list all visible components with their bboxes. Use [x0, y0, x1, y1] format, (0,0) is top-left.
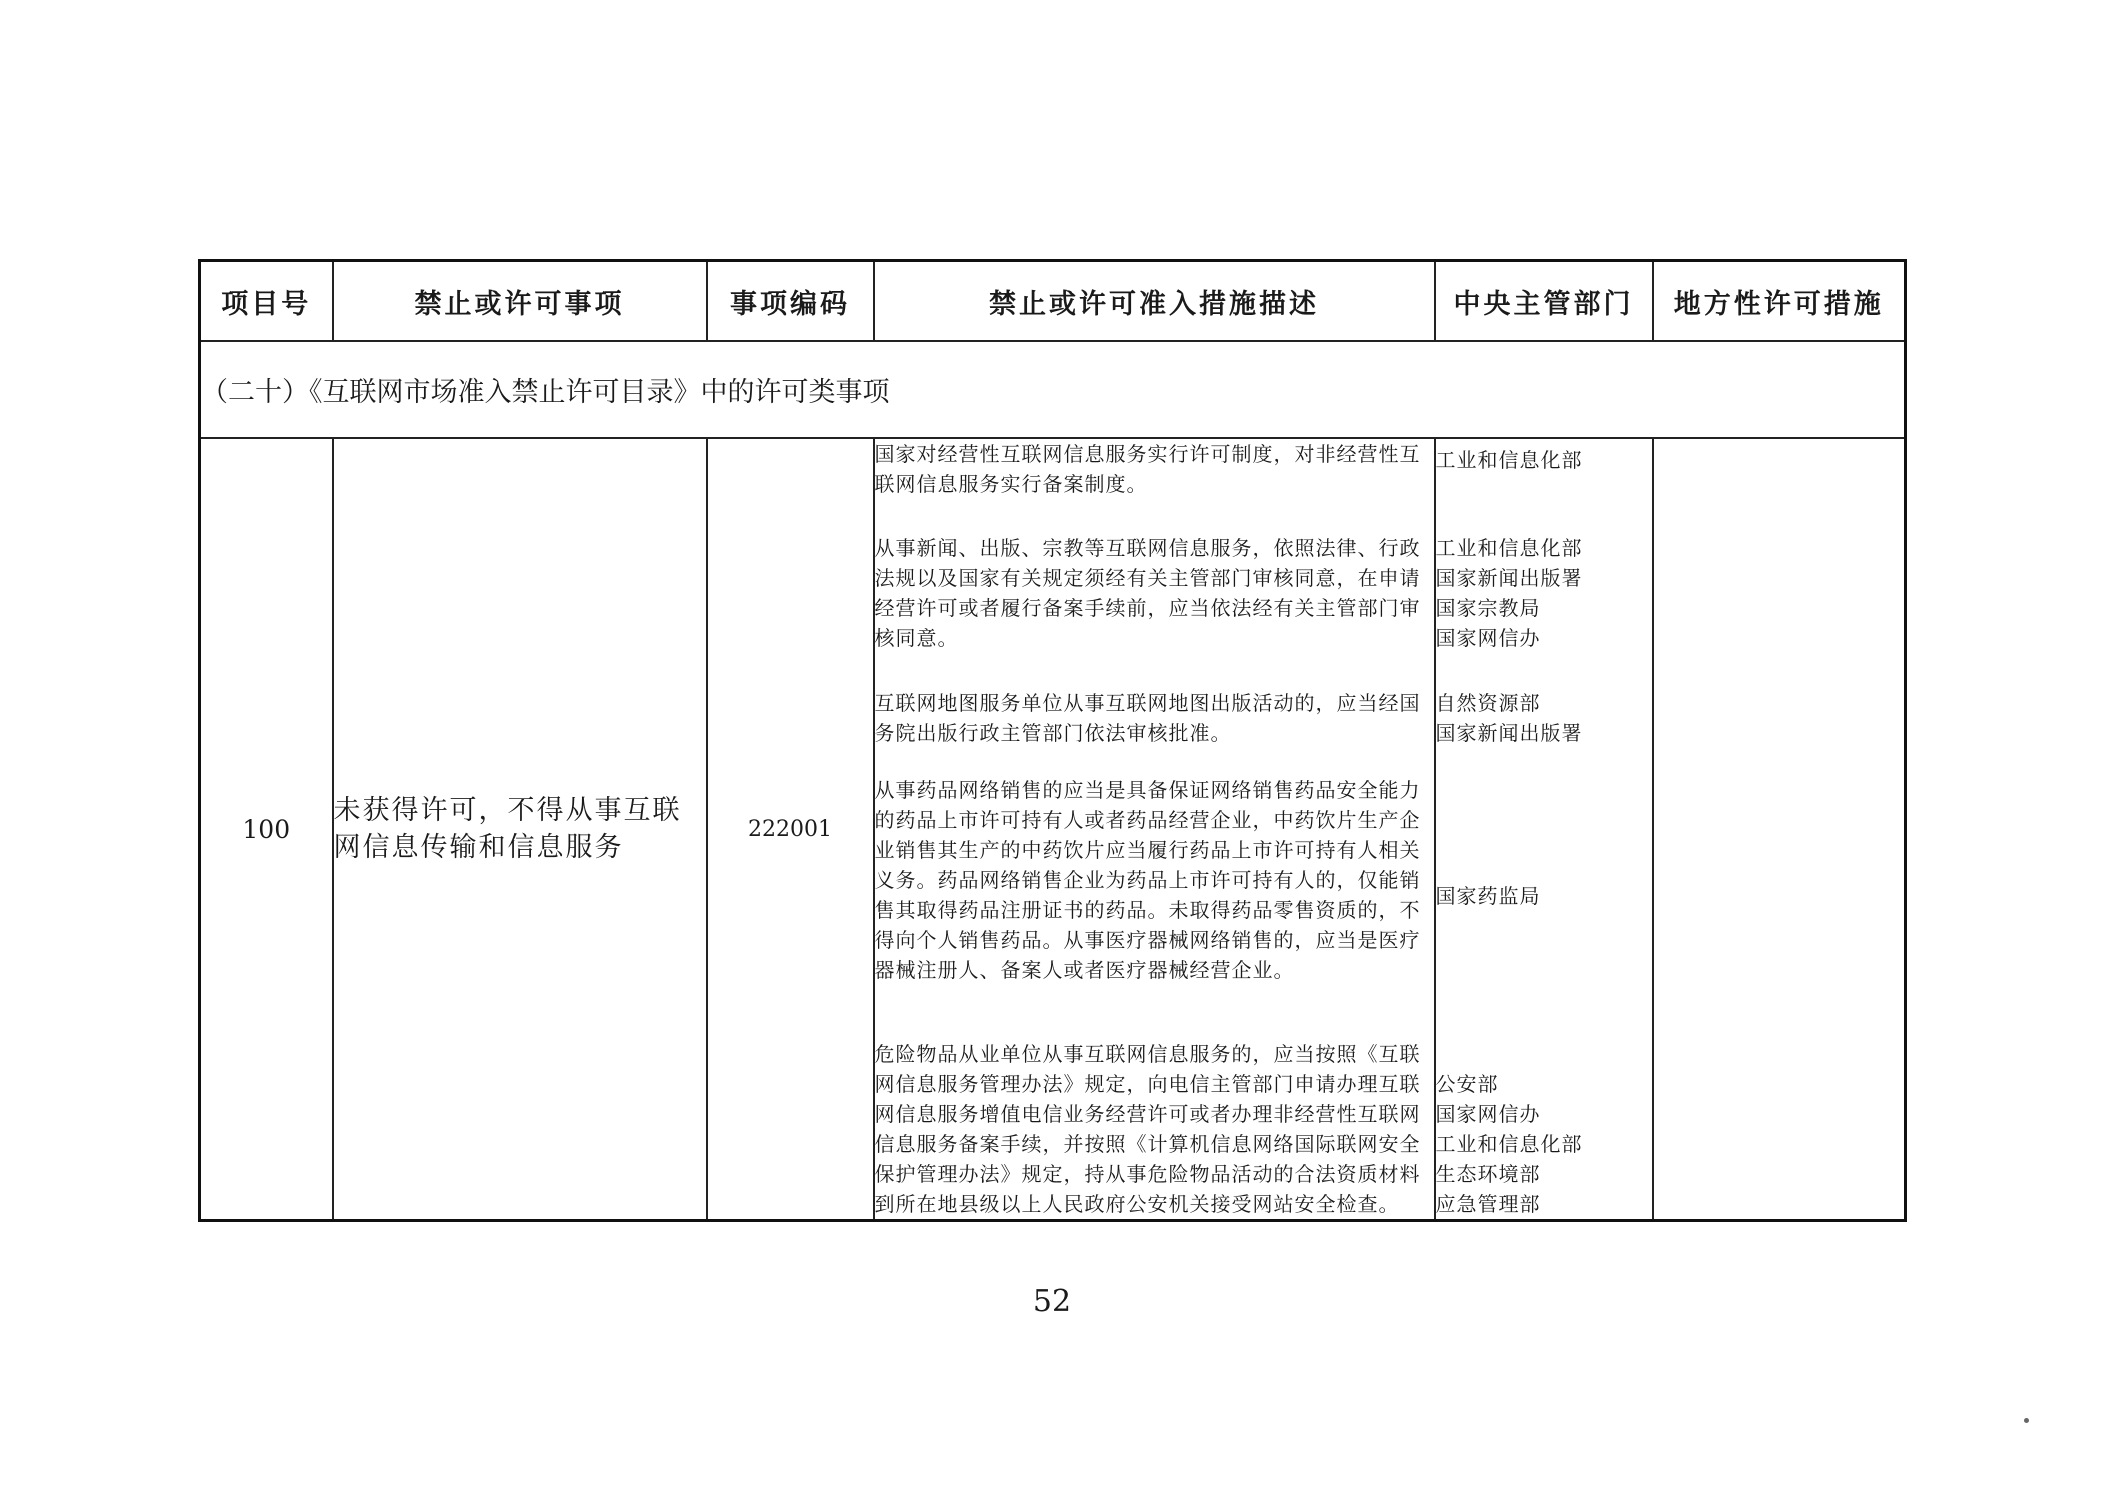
measure-description: 国家对经营性互联网信息服务实行许可制度，对非经营性互联网信息服务实行备案制度。 [874, 442, 1421, 496]
header-central-department: 中央主管部门 [1435, 261, 1653, 342]
item-number: 100 [200, 438, 333, 1221]
department-group [1436, 439, 1652, 533]
measure-description: 危险物品从业单位从事互联网信息服务的，应当按照《互联网信息服务管理办法》规定，向电信主管部门申请办理互联网信息服务增值电信业务经营许可或者办理非经营性互联网信息服务备案手续，并按照《计算机信息网络国际联网安全保护管理办法》规定，持从事危险物品活动的合法资质材料到所在地县级以上人民政府公安机关接受网站安全检查。 [874, 1042, 1421, 1216]
department-name: 生态环境部 [1435, 1162, 1541, 1186]
measure-description: 互联网地图服务单位从事互联网地图出版活动的，应当经国务院出版行政主管部门依法审核批准。 [874, 691, 1421, 745]
header-item: 禁止或许可事项 [333, 261, 707, 342]
header-item-number: 项目号 [200, 261, 333, 342]
item-code: 222001 [707, 438, 874, 1221]
department-name: 国家药监局 [1435, 884, 1541, 908]
department-group [1436, 688, 1652, 775]
measure-description: 从事药品网络销售的应当是具备保证网络销售药品安全能力的药品上市许可持有人或者药品经营企业，中药饮片生产企业销售其生产的中药饮片应当履行药品上市许可持有人相关义务。药品网络销售企业为药品上市许可持有人的，仅能销售其取得药品注册证书的药品。未取得药品零售资质的，不得向个人销售药品。从事医疗器械网络销售的，应当是医疗器械注册人、备案人或者医疗器械经营企业。 [874, 778, 1421, 982]
department-name: 国家网信办 [1435, 1102, 1541, 1126]
department-name: 公安部 [1435, 1072, 1499, 1096]
department-name: 工业和信息化部 [1435, 448, 1583, 472]
item-name: 未获得许可，不得从事互联网信息传输和信息服务 [333, 438, 707, 1221]
department-name: 国家新闻出版署 [1435, 721, 1583, 745]
department-group [1436, 775, 1652, 1039]
department-group [1436, 1039, 1652, 1219]
scan-dot [2024, 1418, 2029, 1423]
page-number: 52 [1032, 1284, 1072, 1319]
central-departments [1435, 438, 1653, 1221]
header-local-measures: 地方性许可措施 [1653, 261, 1906, 342]
department-name: 应急管理部 [1435, 1192, 1541, 1216]
measure-description: 从事新闻、出版、宗教等互联网信息服务，依照法律、行政法规以及国家有关规定须经有关主管部门审核同意，在申请经营许可或者履行备案手续前，应当依法经有关主管部门审核同意。 [874, 536, 1421, 650]
header-code: 事项编码 [707, 261, 874, 342]
department-name: 自然资源部 [1435, 691, 1541, 715]
department-name: 国家新闻出版署 [1435, 566, 1583, 590]
header-row [200, 261, 1906, 342]
section-row [200, 341, 1906, 438]
measure-descriptions [874, 438, 1435, 1221]
table-row [200, 438, 1906, 1221]
section-title: （二十）《互联网市场准入禁止许可目录》中的许可类事项 [200, 341, 1906, 438]
department-name: 工业和信息化部 [1435, 1132, 1583, 1156]
department-name: 国家宗教局 [1435, 596, 1541, 620]
header-description: 禁止或许可准入措施描述 [874, 261, 1435, 342]
department-name: 国家网信办 [1435, 626, 1541, 650]
local-measures [1653, 438, 1906, 1221]
permit-table [198, 259, 1907, 1222]
department-name: 工业和信息化部 [1435, 536, 1583, 560]
department-group [1436, 533, 1652, 688]
